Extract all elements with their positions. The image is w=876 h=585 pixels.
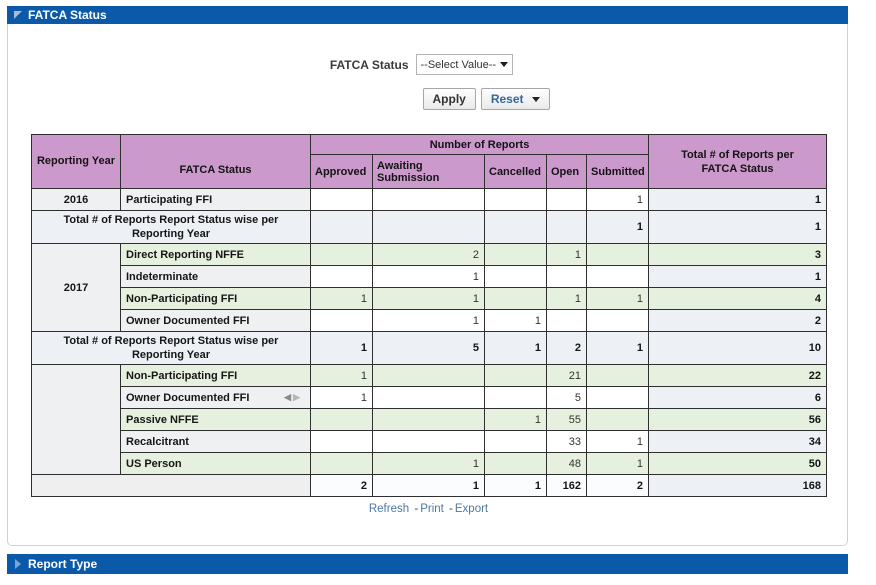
- table-row: [32, 211, 827, 244]
- cell-cancelled: [485, 365, 547, 387]
- cell-approved: 1: [311, 332, 373, 365]
- cell-submitted: [587, 387, 649, 409]
- fatca-status-label: Recalcitrant: [126, 435, 189, 448]
- header-awaiting-submission: Awaiting Submission: [373, 155, 485, 189]
- fatca-status-label: Non-Participating FFI: [126, 292, 238, 305]
- fatca-status-label: Passive NFFE: [126, 413, 199, 426]
- cell-submitted: [587, 310, 649, 332]
- table-row: [32, 266, 827, 288]
- cell-approved: [311, 453, 373, 475]
- cell-row-total: 10: [649, 332, 827, 365]
- pivot-table-body: [32, 189, 827, 497]
- header-submitted: Submitted: [587, 155, 649, 189]
- fatca-status-cell: [121, 365, 311, 387]
- link-separator: -: [449, 503, 453, 515]
- cell-open: 5: [547, 387, 587, 409]
- subtotal-label-cell: Total # of Reports Report Status wise per Reporting Year: [32, 211, 311, 244]
- cell-open: 55: [547, 409, 587, 431]
- reporting-year-cell: 2016: [32, 189, 121, 211]
- cell-cancelled: 1: [485, 475, 547, 497]
- fatca-status-cell-content: [126, 315, 310, 327]
- cell-row-total: 56: [649, 409, 827, 431]
- cell-submitted: 1: [587, 288, 649, 310]
- cell-submitted: 1: [587, 189, 649, 211]
- cell-cancelled: 1: [485, 409, 547, 431]
- cell-row-total: 1: [649, 266, 827, 288]
- fatca-status-cell-content: [126, 414, 310, 426]
- fatca-status-label: Owner Documented FFI: [126, 314, 250, 327]
- table-row: [32, 189, 827, 211]
- cell-cancelled: [485, 431, 547, 453]
- cell-submitted: 2: [587, 475, 649, 497]
- fatca-status-cell-content: [126, 370, 310, 382]
- header-reporting-year: Reporting Year: [32, 135, 121, 189]
- table-footer-links: [31, 503, 826, 515]
- header-approved: Approved: [311, 155, 373, 189]
- cell-awaiting-submission: 1: [373, 310, 485, 332]
- table-row: [32, 244, 827, 266]
- fatca-status-panel: [7, 24, 848, 546]
- cell-submitted: [587, 409, 649, 431]
- cell-awaiting-submission: 1: [373, 453, 485, 475]
- cell-cancelled: [485, 189, 547, 211]
- cell-awaiting-submission: [373, 431, 485, 453]
- cell-open: 48: [547, 453, 587, 475]
- cell-cancelled: [485, 266, 547, 288]
- cell-row-total: 168: [649, 475, 827, 497]
- cell-approved: [311, 211, 373, 244]
- cell-open: 162: [547, 475, 587, 497]
- cell-open: [547, 310, 587, 332]
- header-number-of-reports: Number of Reports: [311, 135, 649, 155]
- fatca-status-cell-content: [126, 392, 310, 404]
- cell-awaiting-submission: [373, 387, 485, 409]
- fatca-status-cell: [121, 453, 311, 475]
- fatca-status-dropdown-label: FATCA Status: [329, 57, 409, 72]
- cell-submitted: 1: [587, 453, 649, 475]
- cell-awaiting-submission: 1: [373, 475, 485, 497]
- cell-row-total: 4: [649, 288, 827, 310]
- page-right-icon[interactable]: ▶: [293, 392, 302, 402]
- cell-open: 1: [547, 288, 587, 310]
- cell-approved: 2: [311, 475, 373, 497]
- cell-awaiting-submission: [373, 365, 485, 387]
- header-total-per-status: Total # of Reports per FATCA Status: [649, 135, 827, 189]
- fatca-status-cell-content: [126, 458, 310, 470]
- fatca-status-cell-content: [126, 249, 310, 261]
- section-title: Report Type: [28, 557, 98, 571]
- fatca-status-label: Direct Reporting NFFE: [126, 248, 244, 261]
- fatca-status-cell-content: [126, 293, 310, 305]
- header-cancelled: Cancelled: [485, 155, 547, 189]
- reset-button[interactable]: [481, 88, 550, 110]
- report-type-section-header[interactable]: [7, 554, 848, 574]
- print-link[interactable]: Print: [420, 503, 444, 515]
- refresh-link[interactable]: Refresh: [368, 503, 410, 515]
- fatca-status-cell: [121, 288, 311, 310]
- cell-approved: [311, 189, 373, 211]
- reset-button-label: Reset: [490, 92, 524, 106]
- cell-cancelled: [485, 211, 547, 244]
- cell-awaiting-submission: 1: [373, 266, 485, 288]
- fatca-status-label: Non-Participating FFI: [126, 369, 238, 382]
- fatca-status-cell: [121, 431, 311, 453]
- fatca-status-cell: [121, 189, 311, 211]
- cell-row-total: 22: [649, 365, 827, 387]
- table-row: [32, 310, 827, 332]
- fatca-status-cell-content: [126, 436, 310, 448]
- cell-approved: 1: [311, 288, 373, 310]
- table-row: [32, 365, 827, 387]
- table-row: [32, 475, 827, 497]
- cell-submitted: [587, 266, 649, 288]
- grandtotal-label-cell: [32, 475, 311, 497]
- cell-open: 2: [547, 332, 587, 365]
- cell-approved: [311, 244, 373, 266]
- cell-awaiting-submission: [373, 409, 485, 431]
- fatca-status-cell: [121, 409, 311, 431]
- cell-open: [547, 266, 587, 288]
- page-left-icon[interactable]: ◀: [284, 392, 294, 402]
- table-row: [32, 387, 827, 409]
- cell-submitted: [587, 244, 649, 266]
- collapse-collapsed-icon[interactable]: [15, 559, 21, 569]
- cell-open: [547, 189, 587, 211]
- section-title: FATCA Status: [28, 8, 107, 22]
- link-separator: -: [414, 503, 419, 515]
- table-row: [32, 288, 827, 310]
- table-row: [32, 453, 827, 475]
- reporting-year-cell: [32, 365, 121, 475]
- fatca-status-cell: [121, 244, 311, 266]
- reporting-year-cell: 2017: [32, 244, 121, 332]
- fatca-status-cell-content: [126, 194, 310, 206]
- cell-awaiting-submission: 1: [373, 288, 485, 310]
- header-fatca-status: FATCA Status: [121, 135, 311, 189]
- cell-awaiting-submission: [373, 211, 485, 244]
- fatca-status-dropdown[interactable]: [416, 54, 513, 75]
- cell-approved: [311, 266, 373, 288]
- cell-submitted: 1: [587, 211, 649, 244]
- cell-cancelled: [485, 453, 547, 475]
- cell-row-total: 1: [649, 211, 827, 244]
- chevron-down-icon: [500, 62, 508, 67]
- cell-awaiting-submission: 2: [373, 244, 485, 266]
- cell-cancelled: [485, 244, 547, 266]
- fatca-status-cell: [121, 310, 311, 332]
- fatca-status-label: Owner Documented FFI: [126, 391, 250, 404]
- fatca-pivot-table: [31, 134, 827, 497]
- cell-submitted: 1: [587, 332, 649, 365]
- cell-row-total: 3: [649, 244, 827, 266]
- filter-area: [328, 54, 528, 110]
- cell-cancelled: 1: [485, 310, 547, 332]
- cell-open: [547, 211, 587, 244]
- cell-open: 21: [547, 365, 587, 387]
- table-row: [32, 431, 827, 453]
- cell-row-total: 1: [649, 189, 827, 211]
- fatca-status-label: Participating FFI: [126, 193, 213, 206]
- cell-approved: 1: [311, 365, 373, 387]
- export-link[interactable]: Export: [454, 503, 489, 515]
- cell-submitted: 1: [587, 431, 649, 453]
- cell-approved: 1: [311, 387, 373, 409]
- fatca-status-cell: [121, 387, 311, 409]
- cell-pager: [284, 392, 310, 403]
- fatca-status-section-header[interactable]: [7, 6, 848, 24]
- cell-row-total: 34: [649, 431, 827, 453]
- cell-cancelled: 1: [485, 332, 547, 365]
- table-row: [32, 332, 827, 365]
- fatca-status-cell-content: [126, 271, 310, 283]
- cell-awaiting-submission: 5: [373, 332, 485, 365]
- cell-cancelled: [485, 288, 547, 310]
- table-row: [32, 409, 827, 431]
- cell-open: 33: [547, 431, 587, 453]
- cell-row-total: 6: [649, 387, 827, 409]
- cell-awaiting-submission: [373, 189, 485, 211]
- cell-cancelled: [485, 387, 547, 409]
- header-open: Open: [547, 155, 587, 189]
- fatca-status-cell: [121, 266, 311, 288]
- dropdown-selected-value: --Select Value--: [420, 58, 497, 71]
- fatca-status-label: US Person: [126, 457, 182, 470]
- chevron-down-icon: [532, 97, 540, 102]
- fatca-status-label: Indeterminate: [126, 270, 199, 283]
- cell-approved: [311, 431, 373, 453]
- collapse-expanded-icon[interactable]: [14, 11, 22, 19]
- cell-open: 1: [547, 244, 587, 266]
- apply-button[interactable]: Apply: [423, 88, 476, 110]
- cell-approved: [311, 409, 373, 431]
- cell-row-total: 2: [649, 310, 827, 332]
- cell-row-total: 50: [649, 453, 827, 475]
- cell-approved: [311, 310, 373, 332]
- cell-submitted: [587, 365, 649, 387]
- subtotal-label-cell: Total # of Reports Report Status wise per Reporting Year: [32, 332, 311, 365]
